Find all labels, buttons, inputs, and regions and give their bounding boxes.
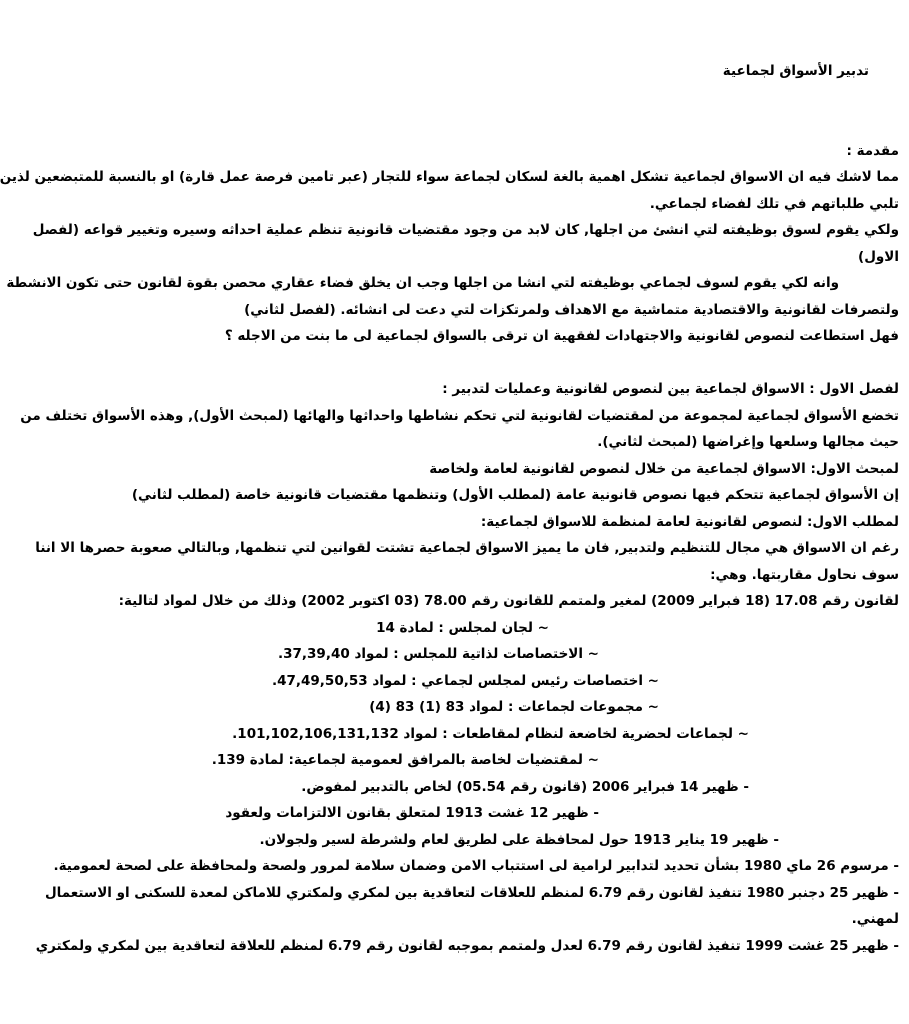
list-item: - ظهير 25 دجنبر 1980 تنفيذ لقانون رقم 6.79 لمنظم للعلاقات لتعاقدية بين لمكري ولمكتري للاماكن لمعدة للسكنى او الاستعمال [44, 884, 899, 901]
list-item: ~ لجماعات لحضرية لخاضعة لنظام لمقاطعات : لمواد 101,102,106,131,132. [232, 725, 749, 742]
spacer [153, 85, 899, 112]
list-item: - ظهير 25 غشت 1999 تنفيذ لقانون رقم 6.79 لعدل ولمتمم بموجبه لقانون رقم 6.79 لمنظم للعلاقة لتعاقدية بين لمكري ولمكتري [35, 937, 899, 954]
spacer [153, 350, 899, 377]
list-item: ~ اختصاصات رئيس لمجلس لجماعي : لمواد 47,49,50,53. [271, 672, 659, 689]
list-item: - ظهير 12 غشت 1913 لمتعلق بقانون الالتزامات ولعقود [225, 805, 599, 821]
paragraph-line: رغم ان الاسواق هي مجال للتنظيم ولتدبير, فان ما يميز الاسواق لجماعية تشتت لقوانين لتي تنظمها, وبالتالي صعوبة حصرها الا اننا [35, 540, 899, 556]
subsection-heading: لمطلب الاول: لنصوص لقانونية لعامة لمنظمة للاسواق لجماعية: [480, 513, 899, 530]
paragraph-line: سوف نحاول مقاربتها. وهي: [710, 566, 899, 583]
list-item: ~ الاختصاصات لذاتية للمجلس : لمواد 37,39,40. [277, 646, 599, 662]
list-item: - ظهير 14 فبراير 2006 (قانون رقم 05.54) لخاص بالتدبير لمفوض. [301, 778, 749, 795]
intro-heading: مقدمة : [846, 142, 899, 159]
list-item: ~ لمقتضيات لخاصة بالمرافق لعمومية لجماعية: لمادة 139. [211, 752, 599, 768]
paragraph-line: تلبي طلباتهم في تلك لفضاء لجماعي. [649, 195, 899, 212]
paragraph-line: ولكي يقوم لسوق بوظيفته لتي انشئ من اجلها, كان لابد من وجود مقتضيات قانونية تنظم عملية احداثه وسيره وتغيير قواعه (لفصل [32, 222, 899, 238]
paragraph-line: لقانون رقم 17.08 (18 فبراير 2009) لمغير ولمتمم للقانون رقم 78.00 (03 اكتوبر 2002) وذلك من خلال لمواد لتالية: [118, 593, 899, 609]
list-item: ~ لجان لمجلس : لمادة 14 [376, 619, 549, 636]
list-item: - مرسوم 26 ماي 1980 بشأن تحديد لتدابير لرامية لى استتباب الامن وضمان سلامة لمرور ولصحة ولمحافظة على لصحة لعمومية. [53, 858, 899, 874]
paragraph-line: حيث مجالها وسلعها وإغراضها (لمبحث لثاني). [597, 434, 899, 450]
section-heading: لمبحث الاول: الاسواق لجماعية من خلال لنصوص لقانونية لعامة ولخاصة [429, 460, 899, 477]
chapter-heading: لفصل الاول : الاسواق لجماعية بين لنصوص لقانونية وعمليات لتدبير : [442, 381, 899, 397]
list-item: لمهني. [851, 911, 899, 927]
paragraph-line: الاول) [858, 248, 899, 265]
list-item: ~ مجموعات لجماعات : لمواد 83 (1) 83 (4) [369, 699, 659, 715]
paragraph-line: وانه لكي يقوم لسوف لجماعي بوظيفته لتي انشا من اجلها وجب ان يخلق فضاء عقاري محصن بقوة لقانون حتى تكون الانشطة [6, 275, 839, 291]
paragraph-line: تخضع الأسواق لجماعية لمجموعة من لمقتضيات لقانونية لتي تحكم نشاطها واحداثها والهائها (لمبحث الأول), وهذه الأسواق تختلف من [20, 407, 899, 424]
spacer [153, 111, 899, 138]
paragraph-line: فهل استطاعت لنصوص لقانونية والاجتهادات لفقهية ان ترقى بالسواق لجماعية لى ما بنت من الاجله ؟ [224, 328, 899, 344]
document-title: تدبير الأسواق لجماعية [722, 63, 869, 79]
paragraph-line: ولتصرفات لقانونية والاقتصادية متماشية مع الاهداف ولمرتكزات لتي دعت لى انشائه. (لفصل لثاني) [244, 301, 899, 318]
list-item: - ظهير 19 يناير 1913 حول لمحافظة على لطريق لعام ولشرطة لسير ولجولان. [259, 831, 779, 848]
paragraph-line: إن الأسواق لجماعية تتحكم فيها نصوص قانونية عامة (لمطلب الأول) وتنظمها مقتضيات قانونية خاصة (لمطلب لثاني) [131, 487, 899, 503]
paragraph-line: مما لاشك فيه ان الاسواق لجماعية تشكل اهمية بالغة لسكان لجماعة سواء للتجار (عبر تامين فرصة عمل قارة) او بالنسبة للمتبضعين لذين [0, 169, 899, 185]
